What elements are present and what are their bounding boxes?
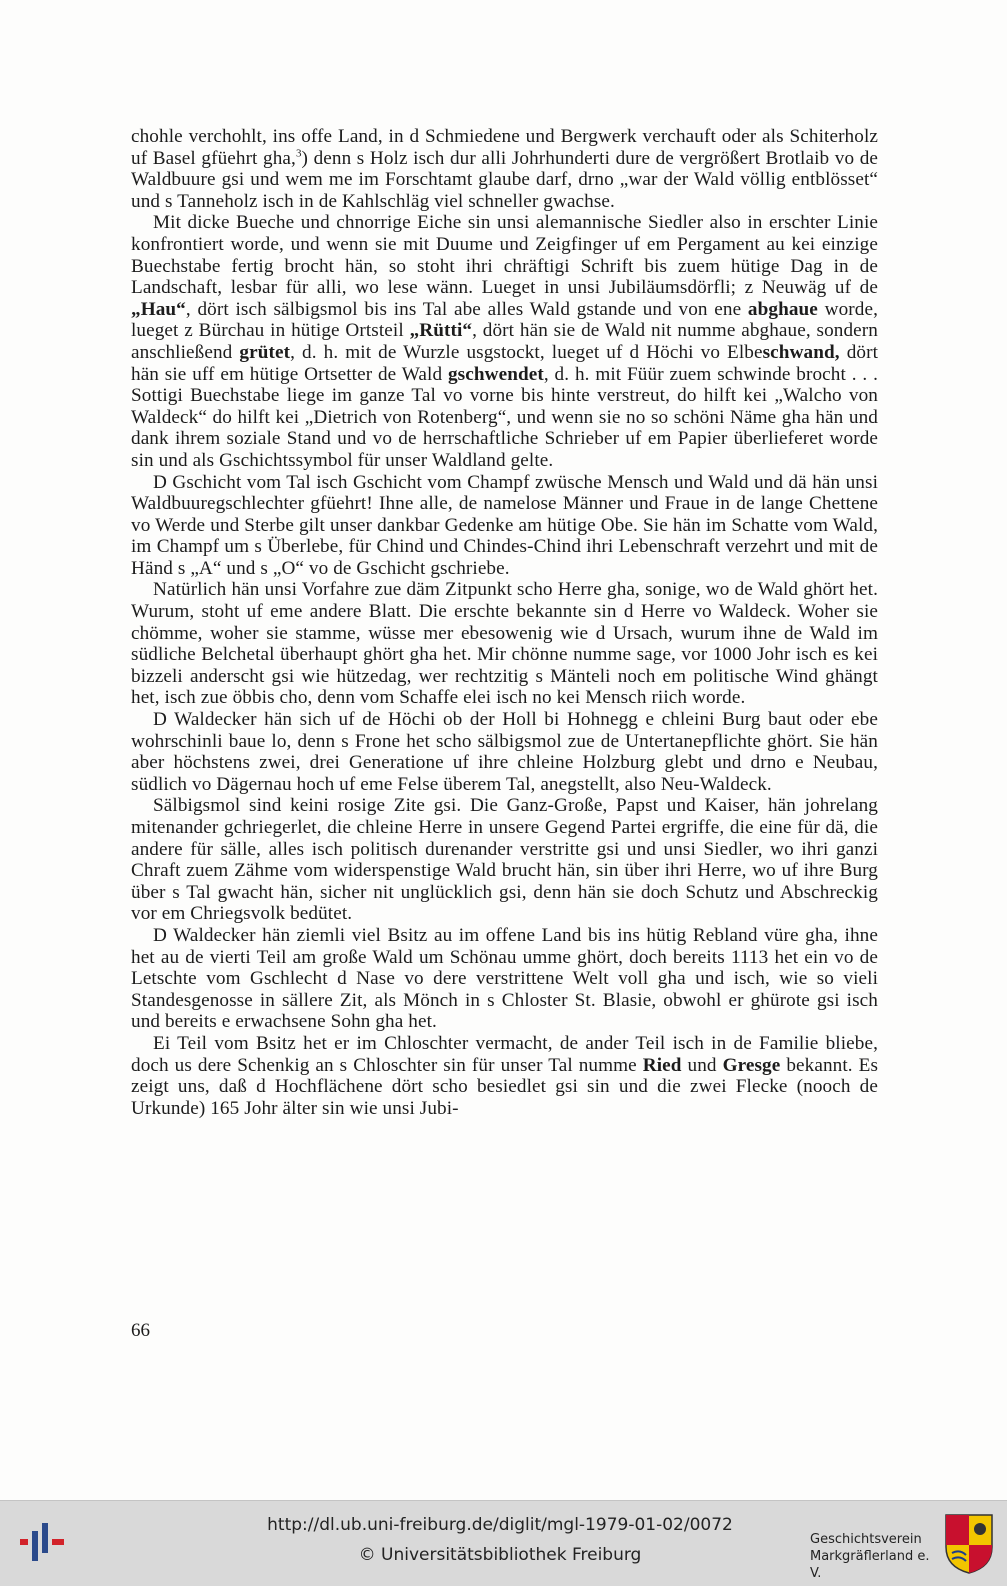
source-url-link[interactable]: http://dl.ub.uni-freiburg.de/diglit/mgl-1979-01-02/0072 (267, 1515, 733, 1535)
body-text (131, 126, 878, 1119)
emphasis: abghaue (747, 298, 818, 320)
emphasis: grütet (239, 341, 291, 363)
paragraph-text: dört hän sie uff em hütige Ortsetter de Wald (131, 341, 878, 385)
coat-of-arms-icon (944, 1513, 994, 1575)
paragraph: Natürlich hän unsi Vorfahre zue däm Zitpunkt scho Herre gha, sonige, wo de Wald ghört het. Wurum, stoht uf eme andere Blatt. Die erschte bekannte sin d Herre vo Waldeck. Woher sie chömme, woher sie stamme, wüsse mer ebesowenig wie d Ursach, wurum ihne de Wald im südliche Belchetal überhaupt ghört gha het. Mir chönne numme sage, vor 1000 Johr isch es kei bizzeli anderscht gsi wie hützedag, wer rechtzitig s Mänteli noch em politische Wind ghängt het, isch zue öbbis cho, denn vom Schaffe elei isch no kei Mensch riich worde. (131, 579, 878, 709)
society-line: Geschichtsverein (810, 1532, 922, 1547)
paragraph (131, 1033, 878, 1119)
paragraph: D Waldecker hän ziemli viel Bsitz au im offene Land bis ins hütig Rebland vüre gha, ihne het au de vierti Teil am große Wald um Schönau umme ghört, doch bereits 1113 het ein vo de Letschte vom Gschlecht d Nase vo dere verstrittene Welt voll gha und isch, wie so vieli Standesgenosse in sällere Zit, als Mönch in s Chloster St. Blasie, obwohl er ghürote gsi isch und bereits e erwachsene Sohn gha het. (131, 924, 878, 1033)
emphasis: gschwendet (447, 363, 544, 385)
paragraph-text: Ei Teil vom Bsitz het er im Chloschter vermacht, de ander Teil isch in de Familie bliebe, doch us dere Schenkig an s Chloschter sin für unser Tal numme (131, 1032, 878, 1076)
paragraph-text: , d. h. mit de Wurzle usgstockt, lueget uf d Höchi vo Elbe (290, 341, 763, 363)
paragraph: D Waldecker hän sich uf de Höchi ob der Holl bi Hohnegg e chleini Burg baut oder ebe wohrschinli baue lo, denn s Frone het scho sälbigsmol zue de Untertanepflichte ghört. Sie hän aber höchstens zwei, drei Generatione uf ihre chleine Holzburg glebt und drno e Neubau, südlich vo Dägernau hoch uf eme Felse überem Tal, anegstellt, also Neu-Waldeck. (131, 709, 878, 795)
emphasis: Gresge (722, 1054, 781, 1076)
emphasis: „Rütti“ (409, 320, 473, 342)
paragraph-text: , dört hän sie de Wald nit numme abghaue, sondern anschließend (131, 320, 878, 363)
paragraph: D Gschicht vom Tal isch Gschicht vom Champf zwüsche Mensch und Wald und dä hän unsi Waldbuuregschlechter gfüehrt! Ihne alle, de namelose Männer und Fraue in de lange Chettene vo Werde und Sterbe gilt unser dankbar Gedenke am hütige Obe. Sie hän im Schatte vom Wald, im Champf um s Überlebe, für Chind und Chindes-Chind ihri Lebenschraft verzehrt und mit de Händ s „A“ und s „O“ vo de Gschicht gschriebe. (131, 471, 878, 579)
emphasis: Ried (642, 1054, 682, 1076)
paragraph-text: und (687, 1054, 717, 1076)
paragraph-text: bekannt. Es zeigt uns, daß d Hochflächene dört scho besiedlet gsi sin und die zwei Flecke (nooch de Urkunde) 165 Johr älter sin wie unsi Jubi- (131, 1054, 879, 1119)
paragraph-text: Mit dicke Bueche und chnorrige Eiche sin unsi alemannische Siedler also in erschter Linie konfrontiert worde, und wenn sie mit Duume und Zeigfinger uf em Pergament au kei einzige Buechstabe fertig brocht hän, so stoht ihri chräftigi Schrift bis zuem hütige Dag in de Landschaft, lesbar für alli, wo lese wänn. Lueget in unsi Jubiläumsdörfli; z Neuwäg uf de (131, 212, 878, 299)
copyright-text: © Universitätsbibliothek Freiburg (358, 1545, 642, 1565)
paragraph-text: worde, lueget z Bürchau in hütige Ortsteil (131, 298, 878, 342)
footer-bar (0, 1500, 1007, 1586)
paragraph (131, 126, 878, 212)
footnote-mark: 3 (295, 147, 302, 160)
emphasis: schwand, (762, 341, 840, 363)
paragraph-text: , d. h. mit Füür zuem schwinde brocht . . . Sottigi Buechstabe liege im ganze Tal vo vorne bis hinte verstreut, do hilft kei „Walcho von Waldeck“ do hilft kei „Dietrich von Rotenberg“, und wenn sie no so schöni Näme gha hän und dank ihrem soziale Stand und vo de herrschaftliche Schrieber uf em Papier überlieferet worde sin und als Gschichtssymbol für unser Waldland gelte. (131, 363, 879, 471)
emphasis: „Hau“ (131, 298, 186, 320)
page-number: 66 (131, 1320, 150, 1341)
society-line: Markgräflerland e. V. (810, 1549, 930, 1581)
society-name[interactable] (810, 1531, 940, 1582)
paragraph-text: chohle verchohlt, ins offe Land, in d Schmiedene und Bergwerk verchauft oder als Schiterholz uf Basel gfüehrt gha, (131, 126, 878, 169)
paragraph-text: , dört isch sälbigsmol bis ins Tal abe alles Wald gstande und von ene (185, 298, 742, 320)
ub-freiburg-logo-icon[interactable] (18, 1519, 68, 1565)
paragraph: Sälbigsmol sind keini rosige Zite gsi. Die Ganz-Große, Papst und Kaiser, hän johrelang mitenander gchriegerlet, die chleine Herre in unsere Gegend Partei ergriffe, die eine für dä, die andere für sälle, alles isch politisch durenander verstritte gsi und unsi Siedler, wo ihri ganzi Chraft zuem Zähme vom widerspenstige Wald brucht hän, sin über ihri Herre, wo uf ihre Burg über s Tal gwacht hän, sicher nit unglücklich gsi, denn hän sie doch Schutz und Abschreckig vor em Chriegsvolk bedütet. (131, 795, 878, 925)
paragraph (131, 212, 878, 471)
paragraph-text: ) denn s Holz isch dur alli Johrhunderti dure de vergrößert Brotlaib vo de Waldbuure gsi und wem me im Forschtamt glaube darf, drno „war der Wald völlig entblösset“ und s Tanneholz isch in de Kahlschläg viel schneller gwachse. (131, 147, 878, 212)
